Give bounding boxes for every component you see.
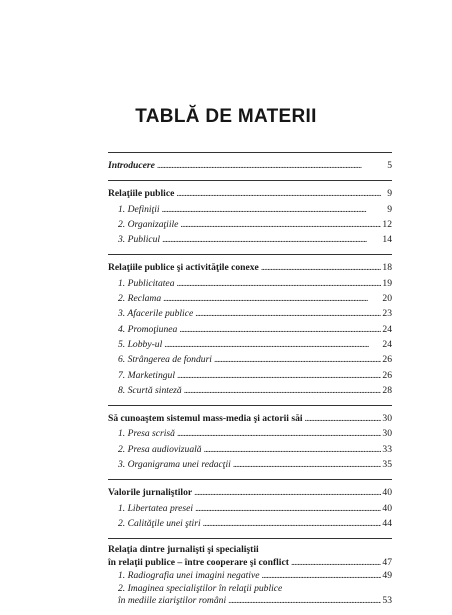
toc-entry-page: 33 [382, 443, 392, 455]
toc-entry-page: 53 [382, 595, 392, 607]
toc-entry-page: 35 [382, 459, 392, 471]
dot-leader [195, 306, 381, 321]
toc-subentry[interactable] [108, 276, 392, 291]
toc-entry-label: Introducere [108, 160, 155, 171]
toc-entry-label: 3. Afacerile publice [118, 308, 194, 320]
toc-entry-jurnalisti-specialisti[interactable] [108, 556, 392, 570]
toc-subentry[interactable] [108, 291, 392, 306]
toc-subentry[interactable] [108, 594, 392, 608]
toc-subentry[interactable] [108, 352, 392, 367]
dot-leader [262, 569, 382, 583]
toc-subentry[interactable] [108, 322, 392, 337]
toc-entry-label: Relaţiile publice şi activităţile conexe [108, 262, 259, 274]
toc-entry-label: Relaţiile publice [108, 188, 175, 200]
dot-leader [179, 322, 381, 337]
page-title: TABLĂ DE MATERII [135, 106, 317, 127]
dot-leader [180, 217, 381, 232]
toc-entry-page: 5 [387, 160, 392, 171]
toc-entry-label-line2: în mediile ziariştilor români [118, 595, 227, 607]
dot-leader [162, 202, 381, 217]
toc-entry-label: 7. Marketingul [118, 369, 176, 381]
toc-entry-page: 49 [382, 570, 392, 582]
dot-leader [176, 186, 381, 201]
toc-section-activitati-conexe [108, 254, 392, 405]
toc-entry-page: 24 [382, 338, 392, 350]
dot-leader [163, 291, 381, 306]
toc-subentry[interactable] [108, 569, 392, 583]
dot-leader [164, 337, 381, 352]
toc-subentry[interactable] [108, 426, 392, 441]
toc-entry-page: 20 [382, 293, 392, 305]
toc-entry-label: 2. Organizaţiile [118, 218, 179, 230]
toc-section-jurnalisti-specialisti [108, 538, 392, 615]
toc-entry-page: 30 [382, 413, 392, 425]
toc-subentry[interactable] [108, 516, 392, 531]
dot-leader [291, 556, 381, 570]
toc-entry-page: 9 [387, 188, 392, 200]
table-of-contents [108, 152, 392, 615]
toc-entry-label-line1[interactable]: Relaţia dintre jurnalişti şi specialiştii [108, 544, 259, 556]
toc-entry-label: Valorile jurnaliştilor [108, 487, 193, 499]
toc-subentry[interactable] [108, 501, 392, 516]
toc-entry-label: 2. Reclama [118, 293, 162, 305]
dot-leader [177, 426, 381, 441]
toc-entry-label: 2. Presa audiovizuală [118, 443, 202, 455]
toc-entry-label: 3. Organigrama unei redacţii [118, 459, 231, 471]
toc-subentry[interactable] [108, 457, 392, 472]
toc-subentry[interactable] [108, 442, 392, 457]
toc-section-relatiile-publice [108, 180, 392, 254]
toc-entry-label: 1. Radiografia unei imagini negative [118, 570, 260, 582]
toc-entry-page: 40 [382, 502, 392, 514]
toc-subentry[interactable] [108, 368, 392, 383]
toc-entry-page: 44 [382, 517, 392, 529]
toc-section-mass-media [108, 405, 392, 479]
toc-entry-page: 18 [382, 262, 392, 274]
toc-entry-page: 26 [382, 354, 392, 366]
toc-entry-label: 5. Lobby-ul [118, 338, 163, 350]
dot-leader [194, 485, 381, 500]
toc-entry-page: 24 [382, 323, 392, 335]
dot-leader [177, 368, 381, 383]
toc-entry-introducere[interactable] [108, 158, 392, 173]
toc-entry-page: 19 [382, 277, 392, 289]
toc-entry-label: 8. Scurtă sinteză [118, 384, 182, 396]
toc-entry-activitati-conexe[interactable] [108, 260, 392, 275]
toc-entry-page: 23 [382, 308, 392, 320]
dot-leader [157, 158, 381, 173]
toc-entry-relatiile-publice[interactable] [108, 186, 392, 201]
toc-section-introducere [108, 152, 392, 180]
toc-entry-label: 3. Publicul [118, 234, 161, 246]
dot-leader [305, 411, 381, 426]
toc-subentry[interactable] [108, 337, 392, 352]
toc-entry-label-line2: în relaţii publice – între cooperare şi conflict [108, 556, 289, 568]
toc-entry-label: 6. Strângerea de fonduri [118, 354, 212, 366]
toc-entry-page: 14 [382, 234, 392, 246]
toc-entry-label: 2. Calităţile unei ştiri [118, 517, 201, 529]
dot-leader [261, 260, 381, 275]
toc-entry-label: 1. Presa scrisă [118, 428, 175, 440]
toc-entry-page: 40 [382, 487, 392, 499]
toc-entry-label: 1. Publicitatea [118, 277, 175, 289]
dot-leader [195, 501, 381, 516]
dot-leader [203, 516, 381, 531]
toc-section-valorile-jurnalistilor [108, 479, 392, 538]
toc-entry-page: 30 [382, 428, 392, 440]
toc-subentry-label-line1[interactable]: 2. Imaginea specialiştilor în relaţii publice [118, 582, 283, 594]
dot-leader [184, 383, 381, 398]
toc-subentry[interactable] [108, 232, 392, 247]
dot-leader [214, 352, 381, 367]
toc-entry-label: 4. Promoţiunea [118, 323, 178, 335]
toc-entry-page: 12 [382, 218, 392, 230]
toc-subentry[interactable] [108, 383, 392, 398]
toc-entry-page: 28 [382, 384, 392, 396]
dot-leader [177, 276, 382, 291]
toc-subentry[interactable] [108, 306, 392, 321]
dot-leader [204, 442, 381, 457]
toc-entry-valorile-jurnalistilor[interactable] [108, 485, 392, 500]
dot-leader [162, 232, 381, 247]
dot-leader [233, 457, 381, 472]
toc-entry-label: Să cunoaştem sistemul mass-media şi actorii săi [108, 413, 303, 425]
toc-entry-page: 47 [382, 556, 392, 568]
toc-entry-mass-media[interactable] [108, 411, 392, 426]
dot-leader [228, 594, 381, 608]
toc-subentry[interactable] [108, 202, 392, 217]
toc-entry-label: 1. Definiţii [118, 203, 160, 215]
toc-entry-page: 9 [387, 203, 392, 215]
toc-subentry[interactable] [108, 217, 392, 232]
toc-entry-page: 26 [382, 369, 392, 381]
toc-entry-label: 1. Libertatea presei [118, 502, 194, 514]
